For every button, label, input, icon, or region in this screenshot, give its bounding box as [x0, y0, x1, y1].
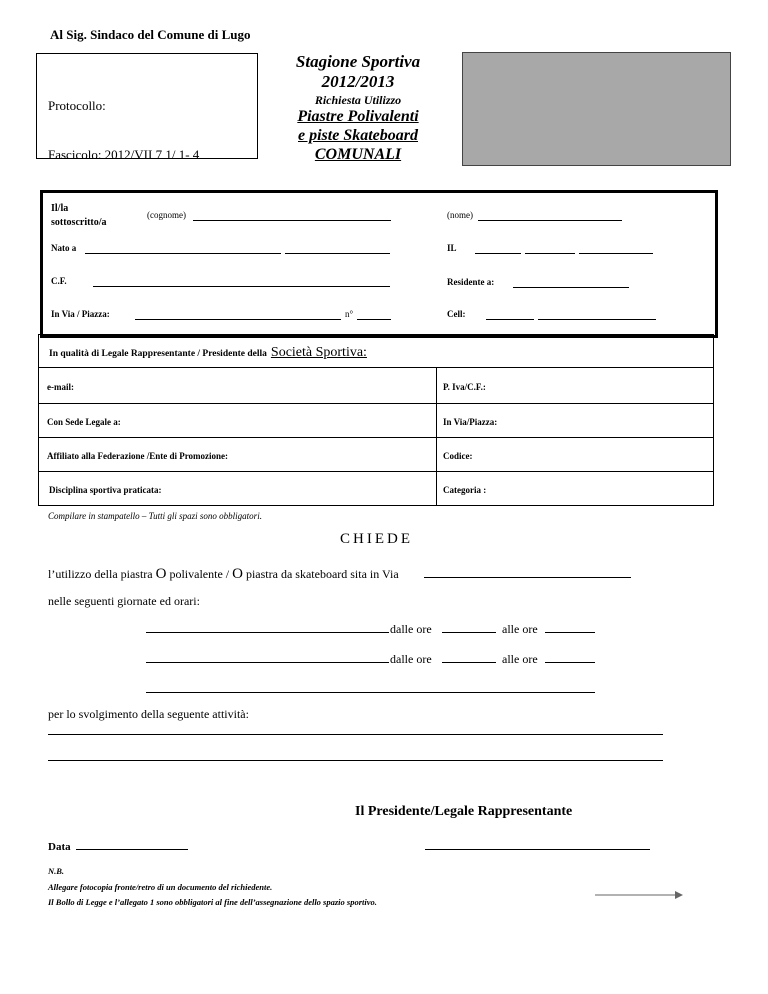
row-divider-2	[39, 403, 713, 404]
title-piastre: Piastre Polivalenti	[297, 108, 419, 125]
via-piazza-label: In Via/Piazza:	[443, 417, 498, 427]
cognome-field[interactable]	[193, 212, 391, 221]
dalle-2-field[interactable]	[442, 654, 496, 663]
cf-label: C.F.	[51, 276, 67, 286]
title-year: 2012/2013	[321, 72, 395, 91]
numero-label: n°	[345, 309, 354, 319]
residente-label: Residente a:	[447, 277, 495, 287]
categoria-label: Categoria :	[443, 485, 487, 495]
attivita-line-2[interactable]	[48, 752, 663, 761]
applicant-section	[40, 190, 718, 338]
cell-label: Cell:	[447, 309, 466, 319]
checkbox-polivalente[interactable]: O	[155, 566, 167, 582]
fascicolo-label: Fascicolo: 2012/VII 7 1/ 1- 4	[48, 147, 200, 162]
row-divider-4	[39, 471, 713, 472]
il-label: IL	[447, 243, 457, 253]
dalle-label-1: dalle ore	[390, 622, 432, 636]
compilation-note: Compilare in stampatello – Tutti gli spazi sono obbligatori.	[48, 511, 262, 521]
sottoscritto-label-1: Il/la	[51, 203, 69, 214]
provincia-nascita-field[interactable]	[285, 245, 390, 254]
societa-label: Società Sportiva:	[270, 345, 367, 360]
cell-prefix-field[interactable]	[486, 311, 534, 320]
via-field[interactable]	[135, 311, 341, 320]
piva-label: P. Iva/C.F.:	[443, 382, 486, 392]
qualita-row	[49, 343, 367, 361]
title-season: Stagione Sportiva	[295, 52, 421, 71]
cf-field[interactable]	[93, 278, 390, 287]
nato-label: Nato a	[51, 243, 77, 253]
protocol-box	[36, 53, 258, 162]
data-field[interactable]	[76, 841, 188, 850]
attivita-label: per lo svolgimento della seguente attività:	[48, 707, 249, 721]
luogo-nascita-field[interactable]	[85, 245, 281, 254]
alle-label-1: alle ore	[502, 622, 538, 636]
cell-number-field[interactable]	[538, 311, 656, 320]
giorno-field[interactable]	[475, 245, 521, 254]
alle-1-field[interactable]	[545, 624, 595, 633]
giorno-3-field[interactable]	[146, 684, 595, 693]
disciplina-label: Disciplina sportiva praticata:	[49, 485, 162, 495]
nome-field[interactable]	[478, 212, 622, 221]
giorno-2-field[interactable]	[146, 654, 389, 663]
affiliato-label: Affiliato alla Federazione /Ente di Promozione:	[47, 451, 229, 461]
stamp-area	[462, 52, 731, 166]
codice-label: Codice:	[443, 451, 473, 461]
alle-2-field[interactable]	[545, 654, 595, 663]
cognome-label: (cognome)	[147, 210, 186, 220]
row-divider-3	[39, 437, 713, 438]
dalle-1-field[interactable]	[442, 624, 496, 633]
numero-field[interactable]	[357, 311, 391, 320]
via-label: In Via / Piazza:	[51, 309, 110, 319]
via-piastra-field[interactable]	[424, 569, 631, 578]
dalle-label-2: dalle ore	[390, 652, 432, 666]
data-label: Data	[48, 841, 71, 853]
recipient-header: Al Sig. Sindaco del Comune di Lugo	[50, 27, 251, 42]
checkbox-skateboard[interactable]: O	[232, 566, 243, 582]
chiede-heading: CHIEDE	[340, 531, 413, 547]
title-skateboard: e piste Skateboard	[298, 127, 418, 144]
alle-label-2: alle ore	[502, 652, 538, 666]
nb-line-2: Il Bollo di Legge e l’allegato 1 sono obbligatori al fine dell’assegnazione dello spazio sportivo.	[48, 897, 377, 907]
attivita-line-1[interactable]	[48, 726, 663, 735]
nome-label: (nome)	[447, 210, 473, 220]
giornate-label: nelle seguenti giornate ed orari:	[48, 594, 200, 608]
nb-label: N.B.	[48, 866, 65, 876]
utilizzo-line: l’utilizzo della piastra O polivalente / O piastra da skateboard sita in Via	[48, 566, 399, 582]
email-label: e-mail:	[47, 382, 74, 392]
signature-title: Il Presidente/Legale Rappresentante	[355, 804, 573, 819]
mese-field[interactable]	[525, 245, 575, 254]
giorno-1-field[interactable]	[146, 624, 389, 633]
sottoscritto-label-2: sottoscritto/a	[51, 217, 107, 228]
title-comunali: COMUNALI	[314, 146, 402, 163]
anno-field[interactable]	[579, 245, 653, 254]
sede-label: Con Sede Legale a:	[47, 417, 121, 427]
form-title	[264, 52, 452, 164]
arrow-right-icon	[595, 890, 683, 900]
nb-line-1: Allegare fotocopia fronte/retro di un documento del richiedente.	[48, 882, 273, 892]
qualita-label: In qualità di Legale Rappresentante / Presidente della	[49, 349, 267, 359]
society-section	[38, 334, 714, 506]
residente-field[interactable]	[513, 279, 629, 288]
signature-field[interactable]	[425, 841, 650, 850]
row-divider-1	[39, 367, 713, 368]
protocollo-label: Protocollo:	[48, 98, 106, 113]
column-divider	[436, 367, 437, 505]
title-request: Richiesta Utilizzo	[314, 93, 402, 107]
